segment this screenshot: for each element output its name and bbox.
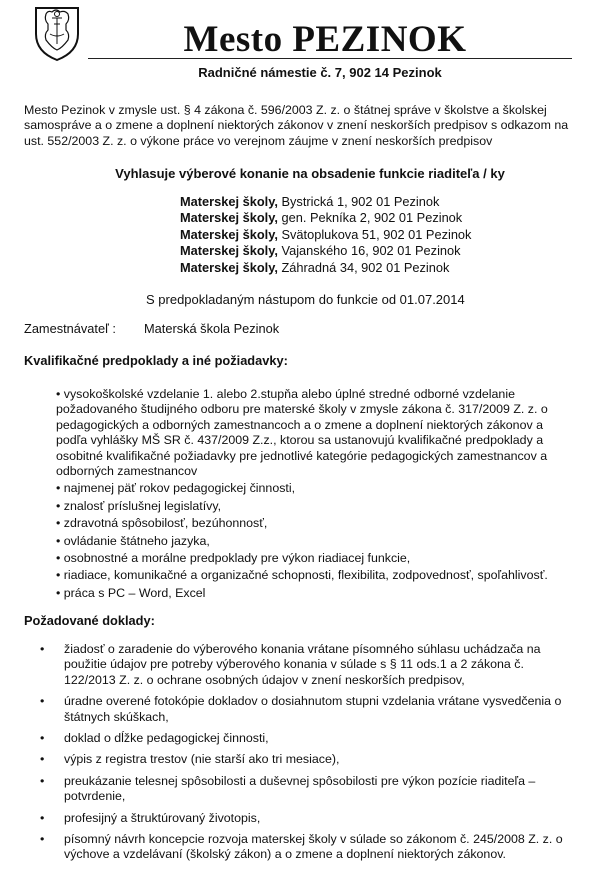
bullet: • bbox=[40, 731, 45, 746]
qualifications-heading: Kvalifikačné predpoklady a iné požiadavky: bbox=[24, 353, 288, 368]
qualifications-list bbox=[56, 387, 570, 601]
school-address: Vajanského 16, 902 01 Pezinok bbox=[277, 243, 461, 259]
bullet: • bbox=[40, 694, 45, 709]
school-name: Materskej školy, bbox=[180, 210, 278, 226]
bullet: • bbox=[40, 832, 45, 847]
school-item bbox=[180, 194, 471, 210]
announcement-heading: Vyhlasuje výberové konanie na obsadenie funkcie riaditeľa / ky bbox=[115, 166, 505, 181]
list-item: • vysokoškolské vzdelanie 1. alebo 2.stupňa alebo úplné stredné odborné vzdelanie požadovaného študijného odboru pre materské školy v zmysle zákona č. 317/2009 Z. z. o pedagogických a odborných zamestnancoch a o zmene a doplnení niektorých zákonov a podľa vyhlášky MŠ SR č. 437/2009 Z.z., ktorou sa ustanovujú kvalifikačné predpoklady a osobitné kvalifikačné požiadavky pre jednotlivé kategórie pedagogických zamestnancov a odborných zamestnancov bbox=[56, 387, 548, 479]
list-item: • najmenej päť rokov pedagogickej činnosti, bbox=[56, 481, 296, 496]
school-address: gen. Pekníka 2, 902 01 Pezinok bbox=[277, 210, 463, 226]
school-item bbox=[180, 260, 471, 276]
school-address: Záhradná 34, 902 01 Pezinok bbox=[277, 259, 450, 275]
bullet: • bbox=[40, 752, 45, 767]
list-item bbox=[40, 642, 576, 688]
list-item: • práca s PC – Word, Excel bbox=[56, 585, 206, 600]
list-item: • zdravotná spôsobilosť, bezúhonnosť, bbox=[56, 516, 268, 531]
school-address: Svätoplukova 51, 902 01 Pezinok bbox=[277, 226, 472, 242]
city-address: Radničné námestie č. 7, 902 14 Pezinok bbox=[198, 65, 442, 80]
list-item: • znalosť príslušnej legislatívy, bbox=[56, 498, 222, 513]
list-item bbox=[40, 694, 576, 725]
list-item-text: písomný návrh koncepcie rozvoja materskej školy v súlade so zákonom č. 245/2008 Z. z. o výchove a vzdelávaní (školský zákon) a o zmene a doplnení niektorých zákonov. bbox=[64, 832, 563, 862]
school-name: Materskej školy, bbox=[180, 226, 278, 242]
intro-paragraph: Mesto Pezinok v zmysle ust. § 4 zákona č. 596/2003 Z. z. o štátnej správe v školstve a školskej samospráve a o zmene a doplnení niektorých zákonov v znení neskorších predpisov s odkazom na ust. 552/2003 Z. z. o výkone práce vo verejnom záujme v znení neskorších predpisov bbox=[24, 103, 569, 148]
list-item bbox=[40, 731, 576, 746]
documents-list bbox=[40, 642, 576, 869]
header-divider bbox=[88, 58, 572, 59]
bullet: • bbox=[40, 642, 45, 656]
list-item-text: doklad o dĺžke pedagogickej činnosti, bbox=[64, 731, 269, 746]
list-item-text: žiadosť o zaradenie do výberového konania vrátane písomného súhlasu uchádzača na použitie údajov pre potreby výberového konania v súlade s § 11 ods.1 a 2 zákona č. 122/2013 Z. z. o ochrane osobných údajov v znení neskorších predpisov, bbox=[64, 642, 541, 687]
list-item bbox=[40, 774, 576, 805]
list-item-text: preukázanie telesnej spôsobilosti a duševnej spôsobilosti pre výkon pozície riaditeľa – potvrdenie, bbox=[64, 773, 536, 804]
school-name: Materskej školy, bbox=[180, 259, 278, 275]
employer-label: Zamestnávateľ : bbox=[24, 321, 116, 336]
documents-heading: Požadované doklady: bbox=[24, 613, 155, 628]
list-item-text: úradne overené fotokópie dokladov o dosiahnutom stupni vzdelania vrátane vysvedčenia o štátnych skúškach, bbox=[64, 694, 562, 724]
school-name: Materskej školy, bbox=[180, 194, 278, 209]
list-item: • osobnostné a morálne predpoklady pre výkon riadiacej funkcie, bbox=[56, 551, 411, 566]
employer-row bbox=[24, 321, 280, 336]
bullet: • bbox=[40, 773, 45, 788]
school-list bbox=[180, 194, 471, 276]
list-item-text: profesijný a štruktúrovaný životopis, bbox=[64, 810, 261, 825]
list-item: • ovládanie štátneho jazyka, bbox=[56, 533, 210, 548]
school-address: Bystrická 1, 902 01 Pezinok bbox=[277, 194, 440, 209]
school-item bbox=[180, 243, 471, 259]
page-title: Mesto PEZINOK bbox=[183, 19, 467, 60]
start-date-line: S predpokladaným nástupom do funkcie od 01.07.2014 bbox=[146, 292, 465, 307]
list-item-text: výpis z registra trestov (nie starší ako tri mesiace), bbox=[64, 752, 340, 767]
list-item: • riadiace, komunikačné a organizačné schopnosti, flexibilita, zodpovednosť, spoľahlivosť. bbox=[56, 568, 548, 583]
list-item bbox=[40, 752, 576, 767]
bullet: • bbox=[40, 810, 45, 825]
school-item bbox=[180, 210, 471, 226]
list-item bbox=[40, 811, 576, 826]
school-item bbox=[180, 227, 471, 243]
school-name: Materskej školy, bbox=[180, 243, 278, 259]
employer-value: Materská škola Pezinok bbox=[144, 321, 280, 336]
list-item bbox=[40, 832, 576, 863]
